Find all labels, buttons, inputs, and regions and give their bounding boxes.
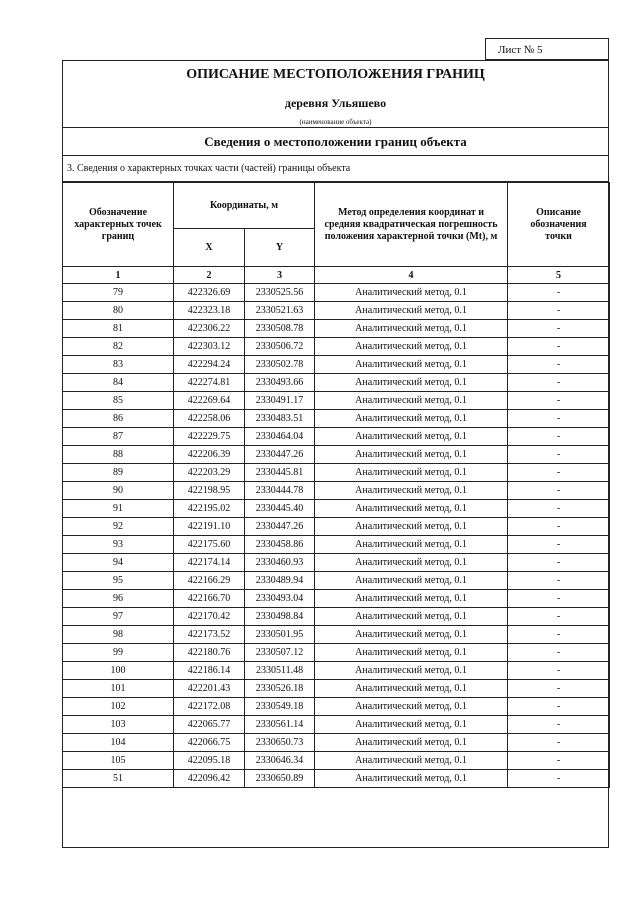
- x-cell: 422173.52: [174, 626, 245, 644]
- method-cell: Аналитический метод, 0.1: [315, 734, 508, 752]
- point-cell: 97: [63, 608, 174, 626]
- desc-cell: -: [508, 374, 610, 392]
- table-row: [63, 500, 610, 518]
- x-cell: 422294.24: [174, 356, 245, 374]
- method-cell: Аналитический метод, 0.1: [315, 608, 508, 626]
- x-cell: 422095.18: [174, 752, 245, 770]
- desc-cell: -: [508, 680, 610, 698]
- x-cell: 422096.42: [174, 770, 245, 788]
- method-cell: Аналитический метод, 0.1: [315, 374, 508, 392]
- table-row: [63, 698, 610, 716]
- point-cell: 92: [63, 518, 174, 536]
- point-cell: 90: [63, 482, 174, 500]
- desc-cell: -: [508, 572, 610, 590]
- method-cell: Аналитический метод, 0.1: [315, 284, 508, 302]
- y-cell: 2330521.63: [245, 302, 315, 320]
- col-number: 5: [508, 267, 610, 284]
- x-cell: 422186.14: [174, 662, 245, 680]
- col-desc-header: Описание обозначения точки: [508, 183, 610, 267]
- desc-cell: -: [508, 518, 610, 536]
- desc-cell: -: [508, 590, 610, 608]
- method-cell: Аналитический метод, 0.1: [315, 572, 508, 590]
- desc-cell: -: [508, 608, 610, 626]
- table-row: [63, 374, 610, 392]
- point-cell: 98: [63, 626, 174, 644]
- method-cell: Аналитический метод, 0.1: [315, 662, 508, 680]
- x-cell: 422170.42: [174, 608, 245, 626]
- table-row: [63, 464, 610, 482]
- y-cell: 2330650.89: [245, 770, 315, 788]
- point-cell: 83: [63, 356, 174, 374]
- desc-cell: -: [508, 356, 610, 374]
- table-row: [63, 338, 610, 356]
- table-row: [63, 752, 610, 770]
- x-cell: 422191.10: [174, 518, 245, 536]
- table-row: [63, 716, 610, 734]
- method-cell: Аналитический метод, 0.1: [315, 554, 508, 572]
- desc-cell: -: [508, 338, 610, 356]
- point-cell: 91: [63, 500, 174, 518]
- y-cell: 2330445.81: [245, 464, 315, 482]
- y-cell: 2330444.78: [245, 482, 315, 500]
- y-cell: 2330491.17: [245, 392, 315, 410]
- desc-cell: -: [508, 770, 610, 788]
- desc-cell: -: [508, 500, 610, 518]
- x-cell: 422166.70: [174, 590, 245, 608]
- sheet-number: Лист № 5: [485, 38, 609, 60]
- method-cell: Аналитический метод, 0.1: [315, 464, 508, 482]
- desc-cell: -: [508, 320, 610, 338]
- y-cell: 2330511.48: [245, 662, 315, 680]
- table-row: [63, 518, 610, 536]
- table-row: [63, 644, 610, 662]
- x-cell: 422175.60: [174, 536, 245, 554]
- object-name: деревня Ульяшево: [62, 90, 609, 116]
- table-row: [63, 536, 610, 554]
- x-cell: 422323.18: [174, 302, 245, 320]
- point-cell: 86: [63, 410, 174, 428]
- table-row: [63, 662, 610, 680]
- point-cell: 51: [63, 770, 174, 788]
- y-cell: 2330445.40: [245, 500, 315, 518]
- desc-cell: -: [508, 284, 610, 302]
- y-cell: 2330447.26: [245, 518, 315, 536]
- section-title: Сведения о местоположении границ объекта: [62, 128, 609, 156]
- y-cell: 2330525.56: [245, 284, 315, 302]
- desc-cell: -: [508, 428, 610, 446]
- x-cell: 422229.75: [174, 428, 245, 446]
- table-row: [63, 626, 610, 644]
- y-cell: 2330498.84: [245, 608, 315, 626]
- table-row: [63, 608, 610, 626]
- table-row: [63, 446, 610, 464]
- method-cell: Аналитический метод, 0.1: [315, 698, 508, 716]
- desc-cell: -: [508, 446, 610, 464]
- y-cell: 2330549.18: [245, 698, 315, 716]
- x-cell: 422274.81: [174, 374, 245, 392]
- y-cell: 2330561.14: [245, 716, 315, 734]
- document-title: ОПИСАНИЕ МЕСТОПОЛОЖЕНИЯ ГРАНИЦ: [62, 60, 609, 90]
- y-cell: 2330464.04: [245, 428, 315, 446]
- y-cell: 2330483.51: [245, 410, 315, 428]
- x-cell: 422065.77: [174, 716, 245, 734]
- method-cell: Аналитический метод, 0.1: [315, 356, 508, 374]
- point-cell: 82: [63, 338, 174, 356]
- col-point-header: Обозначение характерных точек границ: [63, 183, 174, 267]
- point-cell: 89: [63, 464, 174, 482]
- method-cell: Аналитический метод, 0.1: [315, 446, 508, 464]
- point-cell: 94: [63, 554, 174, 572]
- x-cell: 422258.06: [174, 410, 245, 428]
- method-cell: Аналитический метод, 0.1: [315, 752, 508, 770]
- x-cell: 422180.76: [174, 644, 245, 662]
- desc-cell: -: [508, 716, 610, 734]
- desc-cell: -: [508, 392, 610, 410]
- point-cell: 88: [63, 446, 174, 464]
- table-row: [63, 554, 610, 572]
- method-cell: Аналитический метод, 0.1: [315, 518, 508, 536]
- method-cell: Аналитический метод, 0.1: [315, 770, 508, 788]
- x-cell: 422269.64: [174, 392, 245, 410]
- y-cell: 2330489.94: [245, 572, 315, 590]
- point-cell: 101: [63, 680, 174, 698]
- point-cell: 84: [63, 374, 174, 392]
- col-number: 2: [174, 267, 245, 284]
- x-cell: 422195.02: [174, 500, 245, 518]
- x-cell: 422198.95: [174, 482, 245, 500]
- method-cell: Аналитический метод, 0.1: [315, 482, 508, 500]
- point-cell: 105: [63, 752, 174, 770]
- col-number: 1: [63, 267, 174, 284]
- desc-cell: -: [508, 482, 610, 500]
- method-cell: Аналитический метод, 0.1: [315, 536, 508, 554]
- x-cell: 422174.14: [174, 554, 245, 572]
- point-cell: 99: [63, 644, 174, 662]
- table-row: [63, 734, 610, 752]
- method-cell: Аналитический метод, 0.1: [315, 644, 508, 662]
- point-cell: 96: [63, 590, 174, 608]
- desc-cell: -: [508, 464, 610, 482]
- x-cell: 422066.75: [174, 734, 245, 752]
- table-row: [63, 770, 610, 788]
- col-number: 3: [245, 267, 315, 284]
- method-cell: Аналитический метод, 0.1: [315, 626, 508, 644]
- table-row: [63, 572, 610, 590]
- method-cell: Аналитический метод, 0.1: [315, 338, 508, 356]
- empty-row: [63, 788, 610, 789]
- point-cell: 102: [63, 698, 174, 716]
- point-cell: 95: [63, 572, 174, 590]
- table-row: [63, 320, 610, 338]
- y-cell: 2330650.73: [245, 734, 315, 752]
- col-number: 4: [315, 267, 508, 284]
- col-y-header: Y: [245, 229, 315, 267]
- y-cell: 2330646.34: [245, 752, 315, 770]
- x-cell: 422201.43: [174, 680, 245, 698]
- point-cell: 85: [63, 392, 174, 410]
- desc-cell: -: [508, 662, 610, 680]
- y-cell: 2330458.86: [245, 536, 315, 554]
- object-name-hint: (наименование объекта): [62, 116, 609, 128]
- point-cell: 93: [63, 536, 174, 554]
- table-row: [63, 410, 610, 428]
- empty-cell: [63, 788, 610, 789]
- subsection-title: 3. Сведения о характерных точках части (частей) границы объекта: [62, 156, 609, 182]
- point-cell: 104: [63, 734, 174, 752]
- method-cell: Аналитический метод, 0.1: [315, 320, 508, 338]
- y-cell: 2330507.12: [245, 644, 315, 662]
- x-cell: 422203.29: [174, 464, 245, 482]
- x-cell: 422306.22: [174, 320, 245, 338]
- y-cell: 2330493.04: [245, 590, 315, 608]
- desc-cell: -: [508, 698, 610, 716]
- table-row: [63, 356, 610, 374]
- point-cell: 87: [63, 428, 174, 446]
- table-row: [63, 392, 610, 410]
- method-cell: Аналитический метод, 0.1: [315, 590, 508, 608]
- x-cell: 422303.12: [174, 338, 245, 356]
- point-cell: 80: [63, 302, 174, 320]
- table-row: [63, 284, 610, 302]
- y-cell: 2330460.93: [245, 554, 315, 572]
- method-cell: Аналитический метод, 0.1: [315, 680, 508, 698]
- y-cell: 2330506.72: [245, 338, 315, 356]
- y-cell: 2330502.78: [245, 356, 315, 374]
- y-cell: 2330493.66: [245, 374, 315, 392]
- y-cell: 2330526.18: [245, 680, 315, 698]
- y-cell: 2330447.26: [245, 446, 315, 464]
- desc-cell: -: [508, 644, 610, 662]
- y-cell: 2330501.95: [245, 626, 315, 644]
- x-cell: 422206.39: [174, 446, 245, 464]
- desc-cell: -: [508, 626, 610, 644]
- table-row: [63, 302, 610, 320]
- method-cell: Аналитический метод, 0.1: [315, 392, 508, 410]
- table-row: [63, 482, 610, 500]
- desc-cell: -: [508, 554, 610, 572]
- table-row: [63, 428, 610, 446]
- desc-cell: -: [508, 302, 610, 320]
- y-cell: 2330508.78: [245, 320, 315, 338]
- col-x-header: X: [174, 229, 245, 267]
- table-row: [63, 590, 610, 608]
- method-cell: Аналитический метод, 0.1: [315, 428, 508, 446]
- method-cell: Аналитический метод, 0.1: [315, 500, 508, 518]
- method-cell: Аналитический метод, 0.1: [315, 302, 508, 320]
- col-coords-header: Координаты, м: [174, 183, 315, 229]
- desc-cell: -: [508, 410, 610, 428]
- x-cell: 422166.29: [174, 572, 245, 590]
- desc-cell: -: [508, 536, 610, 554]
- point-cell: 100: [63, 662, 174, 680]
- point-cell: 103: [63, 716, 174, 734]
- col-method-header: Метод определения координат и средняя квадратическая погрешность положения характерной точки (Mt), м: [315, 183, 508, 267]
- method-cell: Аналитический метод, 0.1: [315, 716, 508, 734]
- x-cell: 422326.69: [174, 284, 245, 302]
- boundary-points-table: [62, 182, 610, 788]
- point-cell: 79: [63, 284, 174, 302]
- desc-cell: -: [508, 752, 610, 770]
- table-row: [63, 680, 610, 698]
- method-cell: Аналитический метод, 0.1: [315, 410, 508, 428]
- point-cell: 81: [63, 320, 174, 338]
- desc-cell: -: [508, 734, 610, 752]
- x-cell: 422172.08: [174, 698, 245, 716]
